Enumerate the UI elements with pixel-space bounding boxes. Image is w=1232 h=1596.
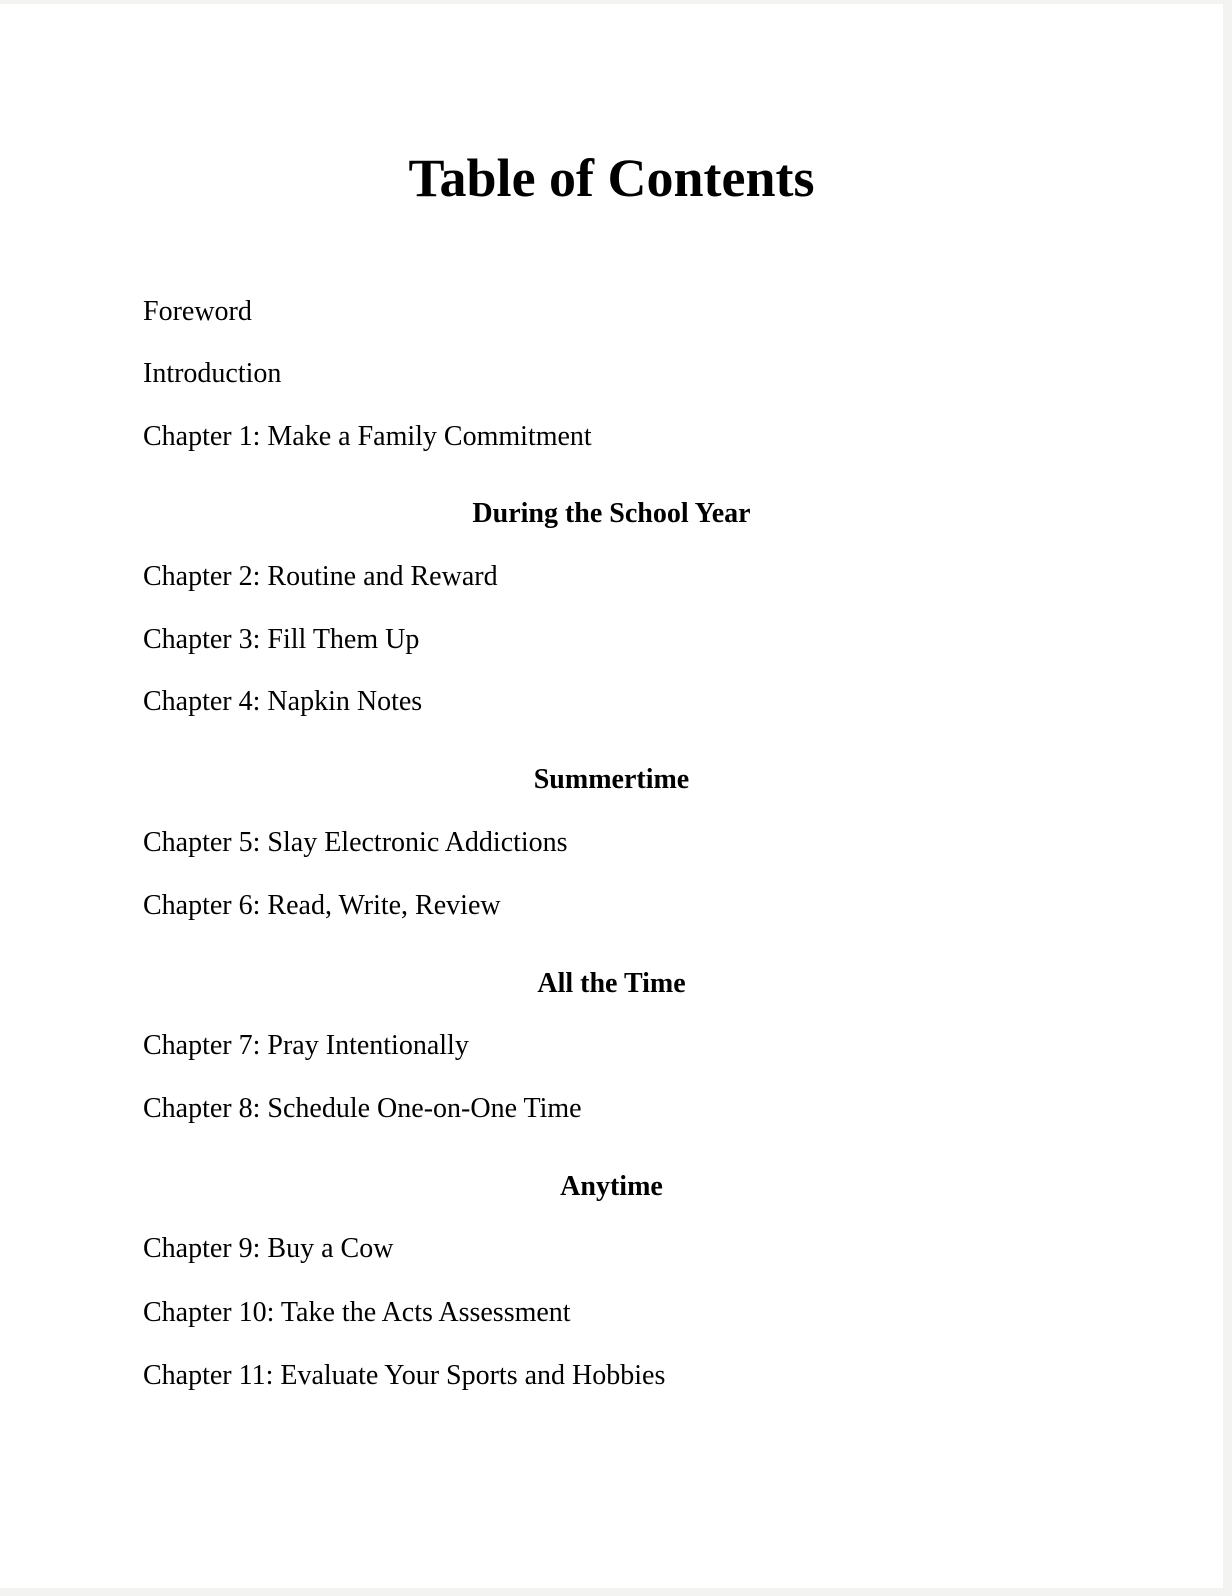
toc-entry: Chapter 10: Take the Acts Assessment: [143, 1297, 571, 1328]
toc-entry: Chapter 3: Fill Them Up: [143, 624, 420, 655]
toc-entry: Chapter 2: Routine and Reward: [143, 561, 498, 592]
toc-section-heading: During the School Year: [472, 498, 751, 529]
toc-entry: Chapter 5: Slay Electronic Addictions: [143, 827, 568, 858]
toc-entry: Chapter 7: Pray Intentionally: [143, 1030, 469, 1061]
toc-entry: Chapter 1: Make a Family Commitment: [143, 421, 592, 452]
toc-entry: Chapter 6: Read, Write, Review: [143, 890, 501, 921]
toc-section-heading: Anytime: [560, 1171, 663, 1202]
toc-section-heading: Summertime: [533, 764, 690, 795]
document-page: [0, 4, 1223, 1588]
toc-entry: Chapter 4: Napkin Notes: [143, 686, 423, 717]
toc-entry: Chapter 11: Evaluate Your Sports and Hobbies: [143, 1360, 666, 1391]
toc-entry: Foreword: [143, 296, 252, 327]
toc-section-heading: All the Time: [537, 968, 686, 999]
page-title: Table of Contents: [408, 148, 815, 208]
toc-entry: Chapter 8: Schedule One-on-One Time: [143, 1093, 582, 1124]
toc-entry: Introduction: [143, 358, 282, 389]
toc-list: [0, 4, 1223, 1588]
toc-entry: Chapter 9: Buy a Cow: [143, 1233, 394, 1264]
